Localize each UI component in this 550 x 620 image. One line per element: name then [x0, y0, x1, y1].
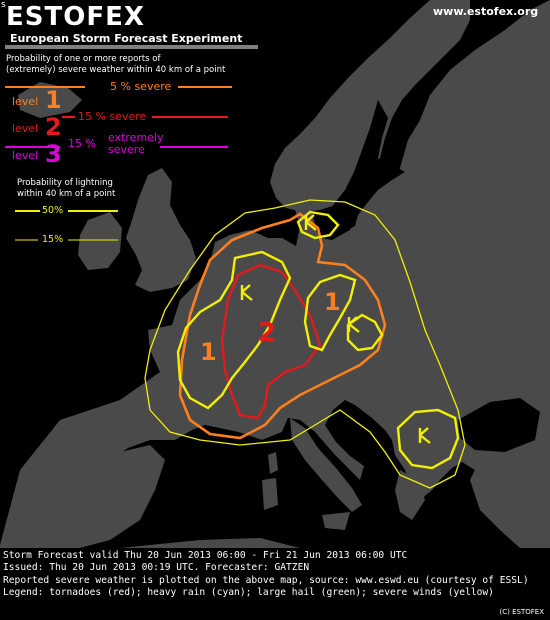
level1-word: level [12, 95, 39, 108]
copyright: (C) ESTOFEX [499, 607, 544, 616]
lightning-heading-line1: Probability of lightning [17, 178, 113, 188]
legend-15x-label2: severe [108, 143, 145, 156]
area-level1-west-label: 1 [200, 338, 217, 366]
footer-validity: Storm Forecast valid Thu 20 Jun 2013 06:00 - Fri 21 Jun 2013 06:00 UTC [3, 550, 408, 561]
footer-legend: Legend: tornadoes (red); heavy rain (cyan); large hail (green); severe winds (yellow) [3, 587, 494, 598]
severe-prob-heading-line2: (extremely) severe weather within 40 km of a point [6, 65, 226, 75]
footer-source: Reported severe weather is plotted on the above map, source: www.eswd.eu (courtesy of ESSL) [3, 575, 529, 586]
legend-5pct-label: 5 % severe [110, 80, 172, 93]
area-level2-label: 2 [258, 318, 277, 348]
level2-word: level [12, 122, 39, 135]
lightning-50-label: 50% [42, 205, 64, 216]
subtitle: European Storm Forecast Experiment [10, 32, 243, 45]
lightning-heading-line2: within 40 km of a point [17, 189, 116, 199]
website-link[interactable]: www.estofex.org [433, 5, 539, 18]
footer-issued: Issued: Thu 20 Jun 2013 00:19 UTC. Forecaster: GATZEN [3, 562, 310, 573]
lightning-15-label: 15% [42, 234, 64, 245]
area-level1-east-label: 1 [324, 288, 341, 316]
legend-15x-label1: extremely [108, 131, 164, 144]
logo: ESTOFEX [6, 2, 145, 32]
legend-15pct-label: 15 % severe [78, 110, 147, 123]
legend-15x-pct: 15 % [68, 137, 96, 150]
severe-prob-heading-line1: Probability of one or more reports of [6, 54, 161, 64]
level3-number: 3 [45, 140, 62, 168]
level1-number: 1 [45, 86, 62, 114]
level2-number: 2 [45, 113, 62, 141]
level3-word: level [12, 149, 39, 162]
forecast-info-footer [0, 548, 550, 620]
corner-mark: s [1, 0, 6, 10]
land-sardinia [262, 478, 278, 510]
